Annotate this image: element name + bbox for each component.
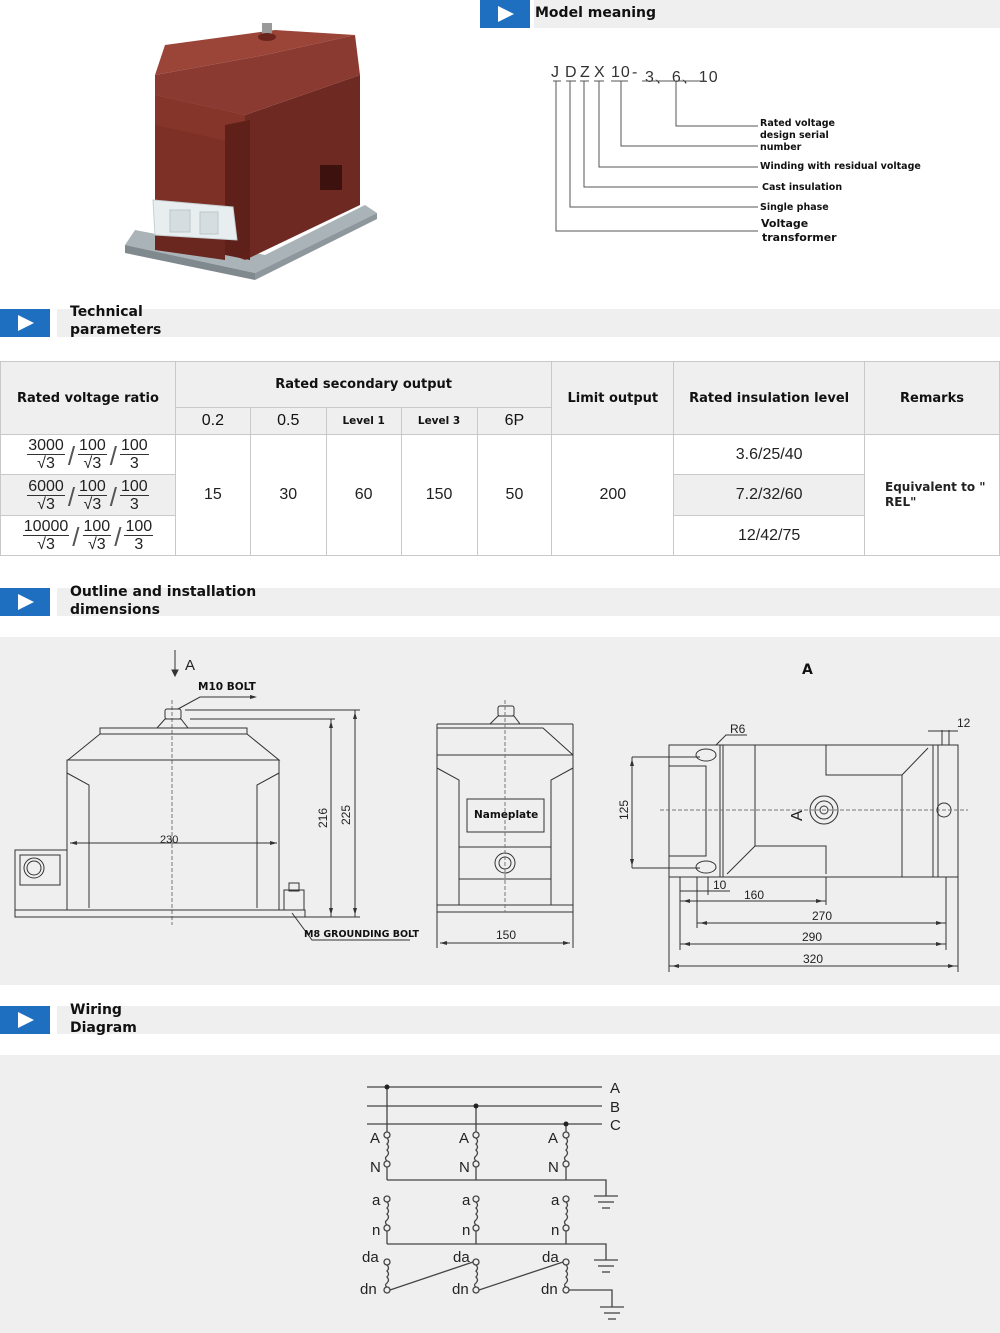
label-single-phase: Single phase [760, 202, 829, 213]
secondary-n-label-2: n [462, 1222, 471, 1239]
dim-10: 10 [713, 878, 727, 892]
insulation-level-1: 3.6/25/40 [674, 435, 865, 475]
dim-290: 290 [802, 930, 823, 944]
section-bar-wiring [57, 1006, 1000, 1034]
label-voltage: Voltage [761, 217, 809, 230]
ratio-cell: $\frac{3000}{√3}$ / $\frac{100}{√3}$ / $\frac{100}{3}$ [1, 435, 176, 475]
model-leader-lines [540, 78, 780, 238]
section-play-icon [0, 1006, 50, 1034]
output-level-3: 150 [401, 435, 477, 556]
m8-grounding-bolt-label: M8 GROUNDING BOLT [304, 929, 419, 940]
dim-160: 160 [744, 888, 765, 902]
bus-b-label: B [610, 1099, 621, 1116]
section-bar-technical [57, 309, 1000, 337]
label-transformer: transformer [762, 231, 837, 244]
label-rated-voltage-2: design serial [760, 130, 829, 141]
insulation-level-2: 7.2/32/60 [674, 475, 865, 516]
subheader-0-5: 0.5 [250, 408, 326, 435]
header-rated-insulation-level: Rated insulation level [674, 362, 865, 435]
subheader-6p: 6P [477, 408, 552, 435]
insulation-level-3: 12/42/75 [674, 516, 865, 556]
dim-216: 216 [316, 807, 330, 828]
section-play-icon [0, 309, 50, 337]
ratio-cell: $\frac{6000}{√3}$ / $\frac{100}{√3}$ / $\frac{100}{3}$ [1, 475, 176, 516]
section-title-wiring: Wiring Diagram [70, 1002, 137, 1036]
primary-a-label-1: A [370, 1130, 381, 1147]
output-6p: 50 [477, 435, 552, 556]
residual-da-label-2: da [453, 1249, 470, 1266]
dim-r6: R6 [730, 722, 746, 736]
dim-225: 225 [339, 804, 353, 825]
code-dash: - [632, 64, 639, 81]
header-limit-output: Limit output [552, 362, 674, 435]
m10-bolt-label: M10 BOLT [198, 681, 256, 693]
technical-parameters-table [0, 361, 1000, 556]
product-photo [115, 15, 390, 285]
section-play-icon [0, 588, 50, 616]
residual-dn-label-1: dn [360, 1281, 377, 1298]
header-rated-secondary-output: Rated secondary output [175, 362, 551, 408]
secondary-a-label-3: a [551, 1192, 560, 1209]
code-voltages: 3、6、10 [645, 69, 719, 86]
section-title-model-meaning: Model meaning [535, 5, 657, 21]
remarks-value: Equivalent to " REL" [865, 435, 1000, 556]
code-letter-x: X [594, 64, 606, 81]
nameplate-label: Nameplate [474, 809, 539, 821]
wiring-diagram-panel [0, 1055, 1000, 1333]
residual-da-label-1: da [362, 1249, 379, 1266]
section-title-technical: Technical parameters [70, 304, 162, 338]
primary-n-label-1: N [370, 1159, 381, 1176]
dim-125: 125 [617, 799, 631, 820]
dim-12: 12 [957, 716, 971, 730]
primary-n-label-2: N [459, 1159, 470, 1176]
residual-dn-label-2: dn [452, 1281, 469, 1298]
dim-270: 270 [812, 909, 833, 923]
label-rated-voltage-1: Rated voltage [760, 118, 835, 129]
label-rated-voltage-3: number [760, 142, 802, 153]
wiring-diagram [0, 1055, 1000, 1333]
residual-dn-label-3: dn [541, 1281, 558, 1298]
outline-drawing [0, 637, 1000, 985]
limit-output-value: 200 [552, 435, 674, 556]
top-view-title: A [802, 662, 813, 678]
secondary-a-label-1: a [372, 1192, 381, 1209]
view-arrow-label: A [185, 657, 196, 674]
output-0-2: 15 [175, 435, 250, 556]
code-letter-d: D [565, 64, 578, 81]
subheader-0-2: 0.2 [175, 408, 250, 435]
output-level-1: 60 [326, 435, 401, 556]
output-0-5: 30 [250, 435, 326, 556]
primary-n-label-3: N [548, 1159, 559, 1176]
code-letter-z: Z [580, 64, 591, 81]
residual-da-label-3: da [542, 1249, 559, 1266]
code-letter-j: J [551, 64, 560, 81]
dim-230: 230 [160, 834, 179, 846]
section-title-outline: Outline and installation dimensions [70, 584, 257, 618]
secondary-a-label-2: a [462, 1192, 471, 1209]
bus-c-label: C [610, 1117, 621, 1134]
secondary-n-label-3: n [551, 1222, 560, 1239]
ratio-cell: $\frac{10000}{√3}$ / $\frac{100}{√3}$ / $\frac{100}{3}$ [1, 516, 176, 556]
label-cast-insulation: Cast insulation [762, 182, 843, 193]
subheader-level-1: Level 1 [326, 408, 401, 435]
label-winding-residual: Winding with residual voltage [760, 161, 921, 172]
table-row [1, 435, 1000, 475]
code-serial: 10 [611, 64, 631, 81]
view-arrow-a: A [789, 810, 806, 821]
dim-150: 150 [496, 928, 517, 942]
primary-a-label-3: A [548, 1130, 559, 1147]
bus-a-label: A [610, 1080, 621, 1097]
dim-320: 320 [803, 952, 824, 966]
header-remarks: Remarks [865, 362, 1000, 435]
section-play-icon [480, 0, 530, 28]
primary-a-label-2: A [459, 1130, 470, 1147]
subheader-level-3: Level 3 [401, 408, 477, 435]
header-rated-voltage-ratio: Rated voltage ratio [1, 362, 176, 435]
secondary-n-label-1: n [372, 1222, 381, 1239]
outline-drawing-panel [0, 637, 1000, 985]
